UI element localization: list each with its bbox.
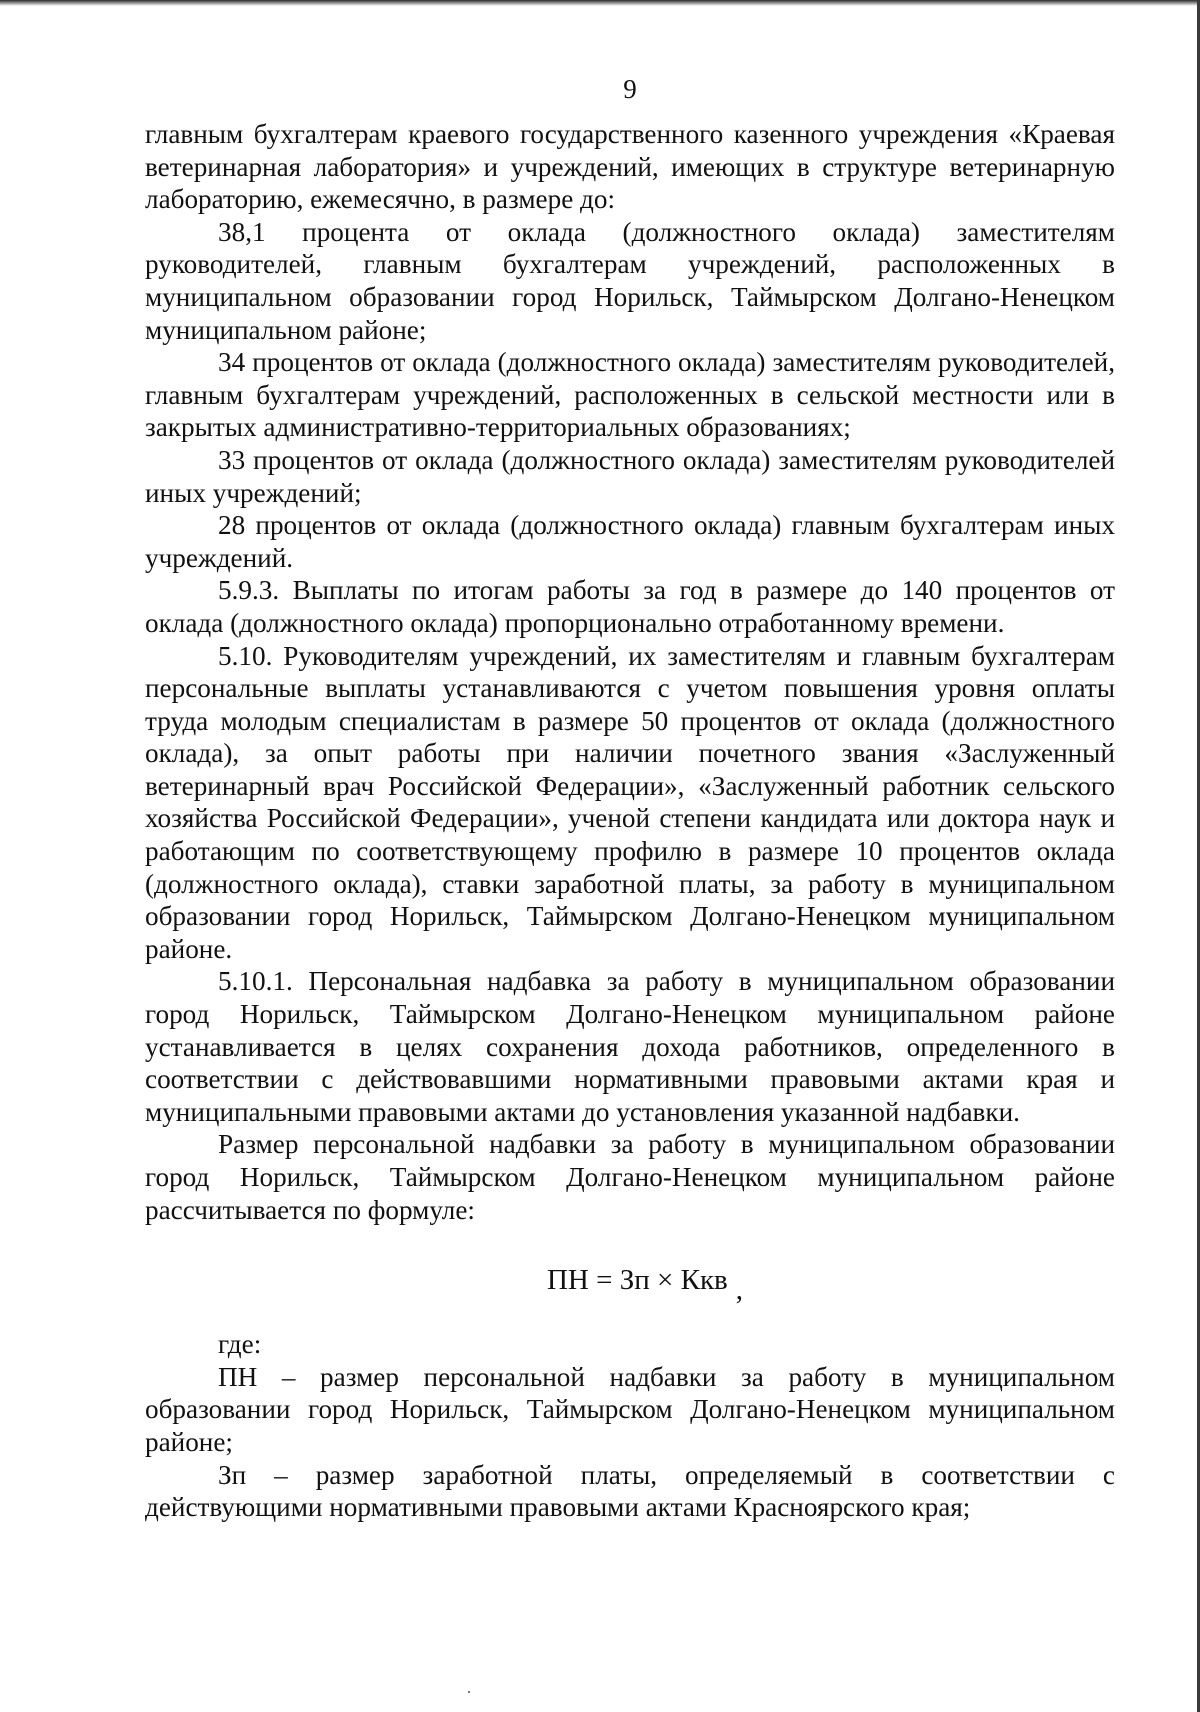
paragraph-34-percent: 34 процентов от оклада (должностного оклада) заместителям руководителей, главным бухгалтерам учреждений, расположенных в сельской местности или в закрытых административно-территориальных образованиях; <box>145 347 1115 443</box>
paragraph-33-percent: 33 процентов от оклада (должностного оклада) заместителям руководителей иных учреждений; <box>145 444 1115 508</box>
definition-pn: ПН – размер персональной надбавки за работу в муниципальном образовании город Норильск, Таймырском Долгано-Ненецком муниципальном районе; <box>145 1361 1115 1457</box>
formula-expression: ПН = Зп × Ккв <box>546 1264 728 1297</box>
formula-comma: , <box>735 1274 744 1307</box>
page-number: 9 <box>623 74 637 104</box>
paragraph-38-1-percent: 38,1 процента от оклада (должностного оклада) заместителям руководителей, главным бухгалтерам учреждений, расположенных в муниципальном образовании город Норильск, Таймырском Долгано-Ненецком муниципальном районе; <box>145 216 1115 345</box>
scan-top-edge <box>0 0 1200 6</box>
paragraph-5-10-1: 5.10.1. Персональная надбавка за работу в муниципальном образовании город Норильск, Таймырском Долгано-Ненецком муниципальном районе устанавливается в целях сохранения дохода работников, определенного в соответствии с действовавшими нормативными правовыми актами края и муниципальными правовыми актами до установления указанной надбавки. <box>145 966 1115 1127</box>
scan-speck <box>468 1691 470 1693</box>
paragraph-formula-intro: Размер персональной надбавки за работу в муниципальном образовании город Норильск, Таймырском Долгано-Ненецком муниципальном районе рассчитывается по формуле: <box>145 1129 1115 1225</box>
formula <box>145 1262 1115 1307</box>
paragraph-continuation: главным бухгалтерам краевого государственного казенного учреждения «Краевая ветеринарная лаборатория» и учреждений, имеющих в структуре ветеринарную лабораторию, ежемесячно, в размере до: <box>145 119 1115 215</box>
document-body <box>145 118 1115 1524</box>
paragraph-5-9-3: 5.9.3. Выплаты по итогам работы за год в размере до 140 процентов от оклада (должностного оклада) пропорционально отработанному времени. <box>145 575 1115 638</box>
definition-zp: Зп – размер заработной платы, определяемый в соответствии с действующими нормативными правовыми актами Красноярского края; <box>145 1459 1115 1523</box>
paragraph-5-10: 5.10. Руководителям учреждений, их заместителям и главным бухгалтерам персональные выплаты устанавливаются с учетом повышения уровня оплаты труда молодым специалистам в размере 50 процентов от оклада (должностного оклада), за опыт работы при наличии почетного звания «Заслуженный ветеринарный врач Российской Федерации», «Заслуженный работник сельского хозяйства Российской Федерации», ученой степени кандидата или доктора наук и работающим по соответствующему профилю в размере 10 процентов оклада (должностного оклада), ставки заработной платы, за работу в муниципальном образовании город Норильск, Таймырском Долгано-Ненецком муниципальном районе. <box>145 640 1115 964</box>
paragraph-28-percent: 28 процентов от оклада (должностного оклада) главным бухгалтерам иных учреждений. <box>145 510 1115 573</box>
paragraph-where: где: <box>218 1329 262 1360</box>
